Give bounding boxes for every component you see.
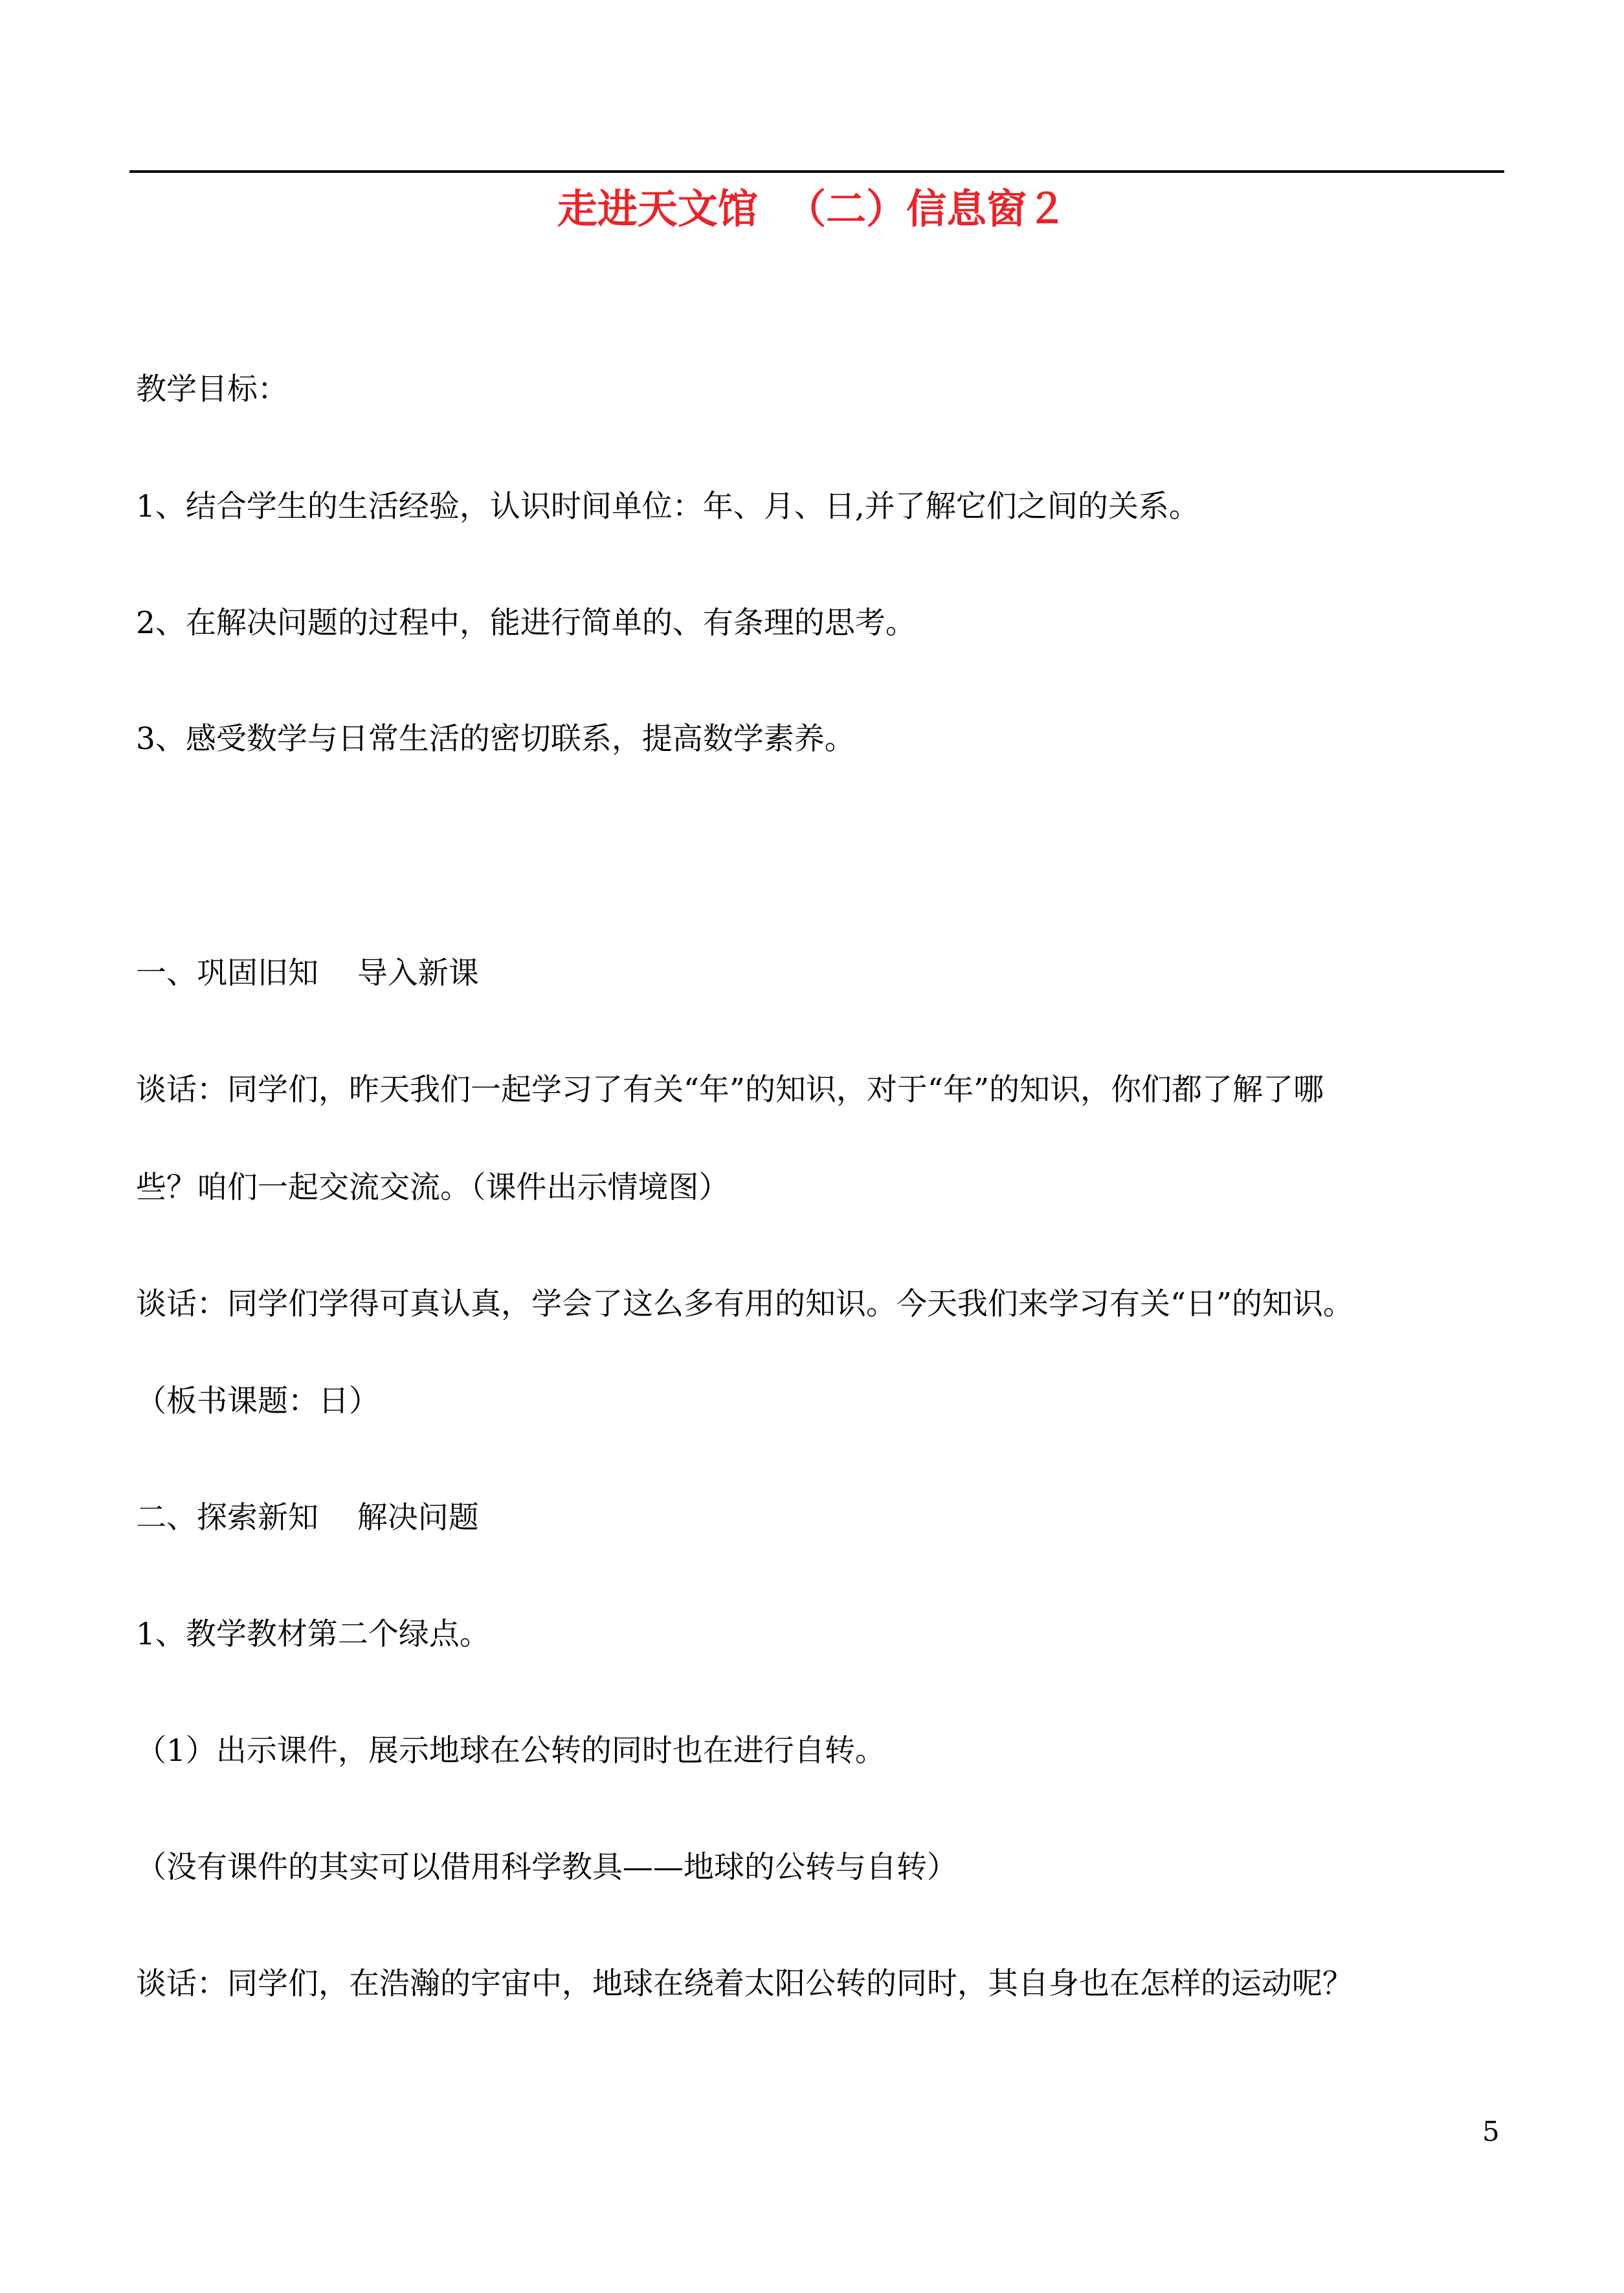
board-note: （板书课题：日） — [136, 1383, 379, 1419]
objective-3: 3、感受数学与日常生活的密切联系，提高数学素养。 — [136, 721, 855, 757]
section-heading-objectives: 教学目标： — [136, 372, 288, 407]
section-heading-review: 一、巩固旧知 导入新课 — [136, 956, 479, 991]
teaching-note: （没有课件的其实可以借用科学教具——地球的公转与自转） — [136, 1850, 957, 1885]
dialogue-paragraph-2: 谈话：同学们学得可真认真，学会了这么多有用的知识。今天我们来学习有关“日”的知识。 — [136, 1286, 1354, 1322]
page-number: 5 — [1482, 2116, 1500, 2147]
teaching-point-1: 1、教学教材第二个绿点。 — [136, 1616, 490, 1652]
section-heading-explore: 二、探索新知 解决问题 — [136, 1500, 479, 1536]
dialogue-paragraph-3: 谈话：同学们，在浩瀚的宇宙中，地球在绕着太阳公转的同时，其自身也在怎样的运动呢？ — [136, 1966, 1353, 2002]
document-title: 走进天文馆 （二）信息窗２ — [557, 185, 1067, 232]
teaching-step-1: （1）出示课件，展示地球在公转的同时也在进行自转。 — [136, 1733, 885, 1769]
dialogue-paragraph-1-continued: 些？咱们一起交流交流。（课件出示情境图） — [136, 1170, 729, 1205]
objective-1: 1、结合学生的生活经验，认识时间单位：年、月、日,并了解它们之间的关系。 — [136, 489, 1199, 524]
header-rule — [129, 170, 1504, 173]
objective-2: 2、在解决问题的过程中，能进行简单的、有条理的思考。 — [136, 605, 916, 641]
dialogue-paragraph-1: 谈话：同学们，昨天我们一起学习了有关“年”的知识，对于“年”的知识，你们都了解了哪 — [136, 1072, 1324, 1108]
